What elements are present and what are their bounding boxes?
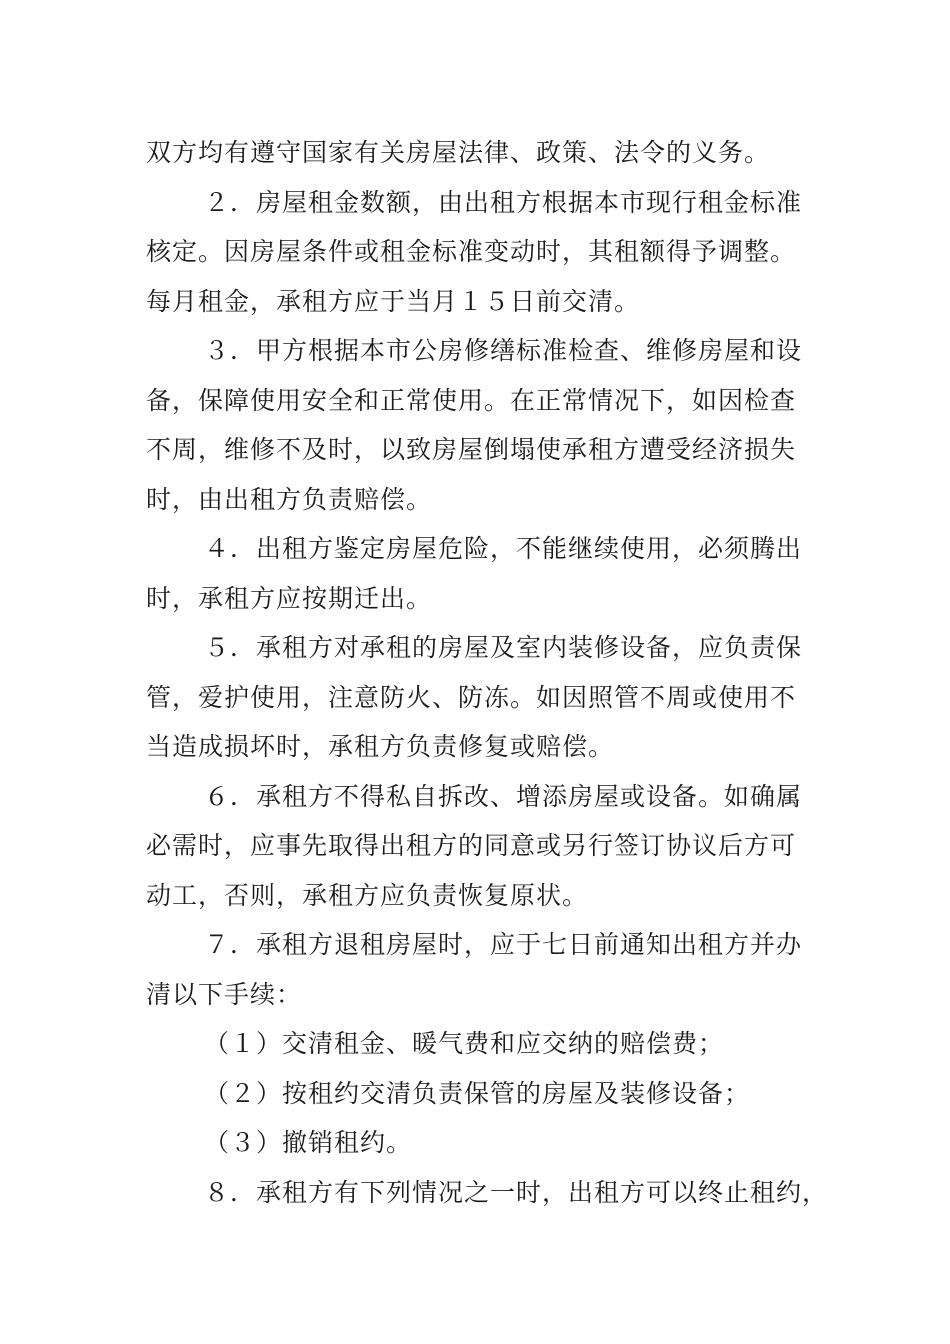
text-line-14: ６．承租方不得私自拆改、增添房屋或设备。如确属	[204, 781, 803, 811]
text-line-2: ２．房屋租金数额，由出租方根据本市现行租金标准	[204, 187, 803, 217]
text-line-6: 备，保障使用安全和正常使用。在正常情况下，如因检查	[146, 385, 797, 415]
text-line-10: 时，承租方应按期迁出。	[146, 583, 433, 613]
text-line-3: 核定。因房屋条件或租金标准变动时，其租额得予调整。	[146, 237, 797, 266]
document-body	[146, 128, 836, 1217]
text-line-11: ５．承租方对承租的房屋及室内装修设备，应负责保	[204, 633, 803, 662]
text-line-1: 双方均有遵守国家有关房屋法律、政策、法令的义务。	[146, 138, 771, 167]
text-line-22: ８．承租方有下列情况之一时，出租方可以终止租约，	[204, 1177, 829, 1207]
text-line-5: ３．甲方根据本市公房修缮标准检查、维修房屋和设	[204, 336, 803, 365]
text-line-21: （３）撤销租约。	[204, 1128, 413, 1157]
text-line-8: 时，由出租方负责赔偿。	[146, 484, 433, 514]
text-line-13: 当造成损坏时，承租方负责修复或赔偿。	[146, 732, 615, 761]
text-line-4: 每月租金，承租方应于当月１５日前交清。	[146, 286, 641, 316]
text-line-17: ７．承租方退租房屋时，应于七日前通知出租方并办	[204, 930, 803, 959]
text-line-9: ４．出租方鉴定房屋危险，不能继续使用，必须腾出	[204, 534, 803, 563]
text-line-16: 动工，否则，承租方应负责恢复原状。	[146, 880, 589, 910]
text-line-18: 清以下手续：	[146, 979, 303, 1009]
text-line-15: 必需时，应事先取得出租方的同意或另行签订协议后方可	[146, 831, 797, 860]
text-line-19: （１）交清租金、暖气费和应交纳的赔偿费；	[204, 1029, 725, 1058]
text-line-20: （２）按租约交清负责保管的房屋及装修设备；	[204, 1078, 751, 1108]
text-line-7: 不周，维修不及时，以致房屋倒塌使承租方遭受经济损失	[146, 435, 797, 464]
text-line-12: 管，爱护使用，注意防火、防冻。如因照管不周或使用不	[146, 682, 797, 712]
